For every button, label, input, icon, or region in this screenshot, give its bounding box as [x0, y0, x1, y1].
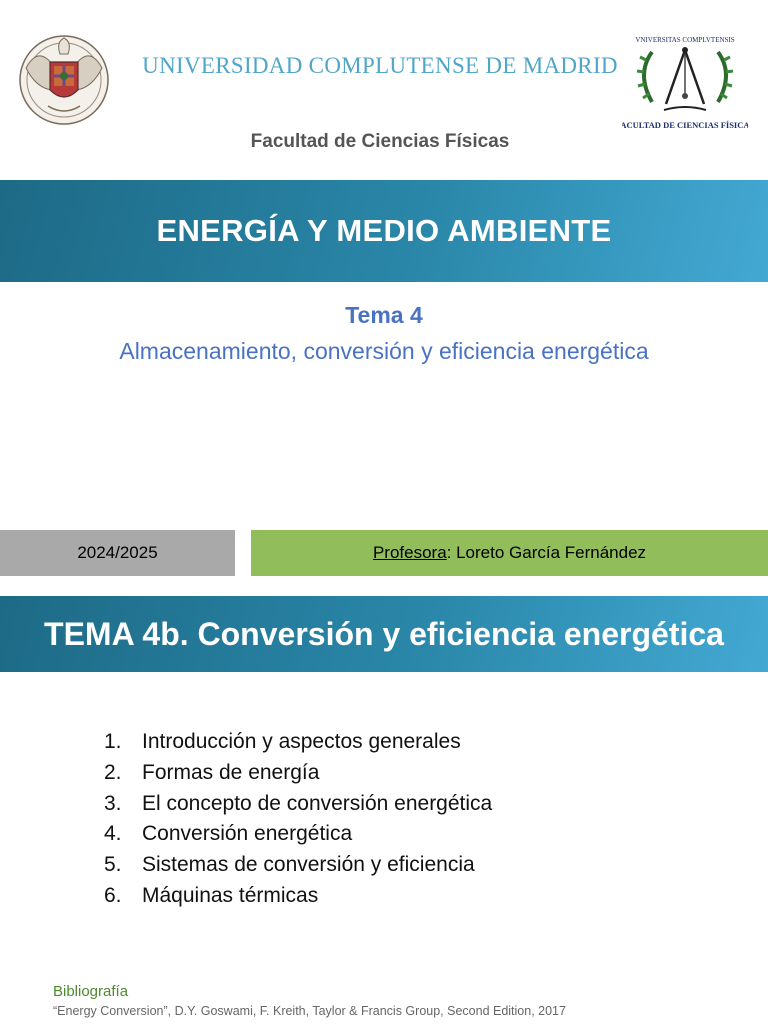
list-item-number: 3.: [104, 791, 122, 815]
academic-year: 2024/2025: [77, 543, 158, 562]
course-title-banner: [0, 180, 768, 282]
list-item-text: Introducción y aspectos generales: [142, 730, 461, 753]
professor-name: : Loreto García Fernández: [446, 543, 647, 562]
list-item-text: Conversión energética: [142, 822, 353, 846]
faculty-name: Facultad de Ciencias Físicas: [250, 131, 510, 152]
tema-title: Almacenamiento, conversión y eficiencia energética: [119, 338, 649, 364]
physics-faculty-emblem-icon: [622, 24, 748, 136]
list-item-number: 4.: [104, 822, 122, 846]
academic-year-box: [0, 530, 235, 576]
list-item: [104, 850, 724, 881]
list-item-number: 6.: [104, 883, 122, 907]
list-item-number: 1.: [104, 730, 122, 753]
list-item: [104, 727, 724, 758]
svg-text:VNIVERSITAS COMPLVTENSIS: VNIVERSITAS COMPLVTENSIS: [635, 36, 735, 44]
list-item-text: El concepto de conversión energética: [142, 791, 493, 815]
ucm-seal-icon: [18, 28, 110, 132]
list-item-number: 2.: [104, 760, 122, 784]
list-item: [104, 819, 724, 850]
table-of-contents: [104, 727, 724, 912]
professor-label: Profesora: [372, 543, 447, 562]
bibliography-entry: “Energy Conversion”, D.Y. Goswami, F. Kreith, Taylor & Francis Group, Second Edition, 2017: [53, 1004, 566, 1018]
course-title: ENERGÍA Y MEDIO AMBIENTE: [156, 213, 612, 248]
topic-banner: [0, 596, 768, 672]
bibliography-heading: Bibliografía: [53, 983, 129, 1000]
topic-title: TEMA 4b. Conversión y eficiencia energética: [44, 616, 724, 652]
professor-box: [251, 530, 768, 576]
list-item-number: 5.: [104, 853, 122, 877]
university-name: UNIVERSIDAD COMPLUTENSE DE MADRID: [142, 53, 618, 78]
list-item: [104, 758, 724, 789]
list-item-text: Sistemas de conversión y eficiencia: [142, 853, 475, 877]
tema-number: Tema 4: [345, 302, 423, 328]
list-item-text: Máquinas térmicas: [142, 883, 319, 907]
emblem-caption: FACULTAD DE CIENCIAS FÍSICAS: [622, 120, 748, 130]
list-item-text: Formas de energía: [142, 760, 320, 784]
list-item: [104, 789, 724, 820]
list-item: [104, 881, 724, 912]
